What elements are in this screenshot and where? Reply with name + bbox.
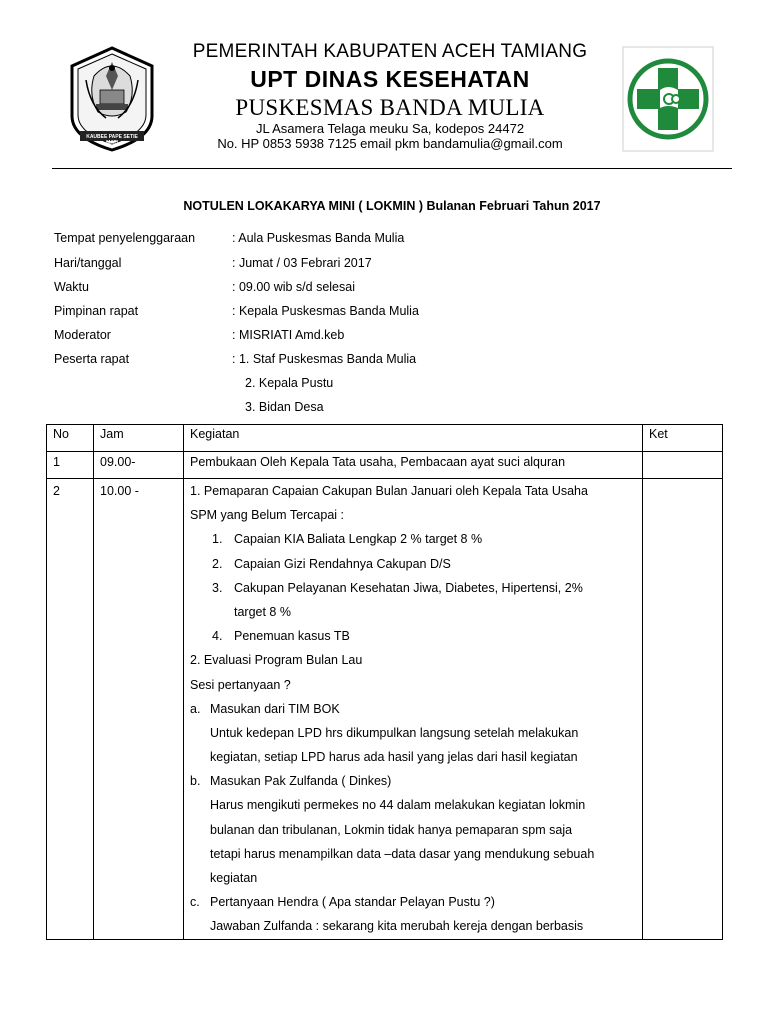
row1-kegiatan: Pembukaan Oleh Kepala Tata usaha, Pembacaan ayat suci alquran: [184, 452, 643, 479]
kegiatan-line: 2. Evaluasi Program Bulan Lau: [190, 653, 363, 668]
info-value-peserta: : 1. Staf Puskesmas Banda Mulia: [232, 352, 417, 366]
row2-no-text: 2: [53, 484, 60, 498]
question-letter: a.: [190, 701, 201, 716]
spm-item: [190, 576, 636, 600]
info-label-moderator: Moderator: [54, 328, 111, 342]
question-item-b: [190, 769, 636, 793]
question-answer-line: kegiatan: [210, 871, 258, 885]
row1-no: 1: [47, 452, 94, 479]
table-row: [47, 452, 723, 479]
department-name: UPT DINAS KESEHATAN: [250, 66, 530, 92]
contact-line: No. HP 0853 5938 7125 email pkm bandamulia@gmail.com: [217, 136, 563, 151]
kegiatan-line: SPM yang Belum Tercapai :: [190, 508, 345, 523]
info-value-tempat: : Aula Puskesmas Banda Mulia: [232, 231, 405, 245]
info-value-waktu: : 09.00 wib s/d selesai: [232, 280, 355, 294]
question-answer-line: Untuk kedepan LPD hrs dikumpulkan langsung setelah melakukan: [210, 725, 579, 740]
info-label-tempat: Tempat penyelenggaraan: [54, 231, 196, 245]
kegiatan-line: Sesi pertanyaan ?: [190, 677, 291, 692]
spm-text: Penemuan kasus TB: [234, 629, 350, 644]
question-answer-line: Harus mengikuti permekes no 44 dalam melakukan kegiatan lokmin: [210, 798, 586, 813]
puskesmas-cross-logo: [622, 46, 714, 152]
address-line: JL Asamera Telaga meuku Sa, kodepos 24472: [255, 121, 525, 136]
government-name: PEMERINTAH KABUPATEN ACEH TAMIANG: [192, 41, 588, 62]
question-answer-line: tetapi harus menampilkan data –data dasar yang mendukung sebuah: [210, 846, 595, 861]
agenda-table-container: [46, 424, 722, 934]
spm-item: [190, 624, 636, 648]
row2-jam: [94, 479, 184, 940]
info-value-moderator: : MISRIATI Amd.keb: [232, 328, 345, 342]
document-title: NOTULEN LOKAKARYA MINI ( LOKMIN ) Bulanan Februari Tahun 2017: [183, 199, 601, 213]
row1-ket: [643, 452, 723, 479]
peserta-item-3: 3. Bidan Desa: [245, 400, 324, 414]
info-label-peserta: Peserta rapat: [54, 352, 130, 366]
question-item-a: [190, 697, 636, 721]
spm-text: Capaian KIA Baliata Lengkap 2 % target 8 %: [234, 532, 483, 547]
header-jam: Jam: [94, 425, 184, 452]
header-no: No: [47, 425, 94, 452]
agenda-table: [46, 424, 723, 940]
puskesmas-name: PUSKESMAS BANDA MULIA: [235, 95, 545, 120]
spm-text: Capaian Gizi Rendahnya Cakupan D/S: [234, 556, 451, 571]
row2-no: [47, 479, 94, 940]
info-value-hari: : Jumat / 03 Febrari 2017: [232, 256, 372, 270]
emblem-banner-text: KAUBEE PAPE SETIE MATI: [86, 134, 138, 146]
spm-number: 1.: [212, 532, 223, 547]
row1-jam: 09.00-: [94, 452, 184, 479]
question-answer-line: bulanan dan tribulanan, Lokmin tidak hanya pemaparan spm saja: [210, 822, 573, 837]
question-letter: c.: [190, 895, 200, 910]
info-value-pimpinan: : Kepala Puskesmas Banda Mulia: [232, 304, 419, 318]
question-letter: b.: [190, 774, 201, 789]
spm-number: 4.: [212, 629, 223, 644]
row2-ket: [643, 479, 723, 940]
row2-jam-text: 10.00 -: [100, 484, 139, 498]
table-header-row: [47, 425, 723, 452]
info-label-pimpinan: Pimpinan rapat: [54, 304, 139, 318]
question-item-c: [190, 890, 636, 914]
table-row: [47, 479, 723, 940]
info-label-waktu: Waktu: [54, 280, 89, 294]
row2-kegiatan: [184, 479, 643, 940]
question-title: Pertanyaan Hendra ( Apa standar Pelayan Pustu ?): [210, 895, 495, 910]
peserta-item-2: 2. Kepala Pustu: [245, 376, 334, 390]
header-divider: [52, 168, 732, 169]
spm-number: 3.: [212, 580, 223, 595]
question-answer-line: Jawaban Zulfanda : sekarang kita merubah kereja dengan berbasis: [210, 919, 584, 934]
kegiatan-line: 1. Pemaparan Capaian Cakupan Bulan Januari oleh Kepala Tata Usaha: [190, 484, 588, 498]
question-answer-line: kegiatan, setiap LPD harus ada hasil yang jelas dari hasil kegiatan: [210, 750, 578, 765]
spm-number: 2.: [212, 556, 223, 571]
spm-text: Cakupan Pelayanan Kesehatan Jiwa, Diabetes, Hipertensi, 2%: [234, 580, 583, 595]
spm-item: [190, 527, 636, 551]
info-label-hari: Hari/tanggal: [54, 256, 122, 270]
header-ket: Ket: [643, 425, 723, 452]
spm-item: [190, 552, 636, 576]
question-title: Masukan dari TIM BOK: [210, 701, 340, 716]
header-kegiatan: Kegiatan: [184, 425, 643, 452]
question-title: Masukan Pak Zulfanda ( Dinkes): [210, 774, 392, 789]
spm-item-continued: target 8 %: [234, 604, 291, 619]
